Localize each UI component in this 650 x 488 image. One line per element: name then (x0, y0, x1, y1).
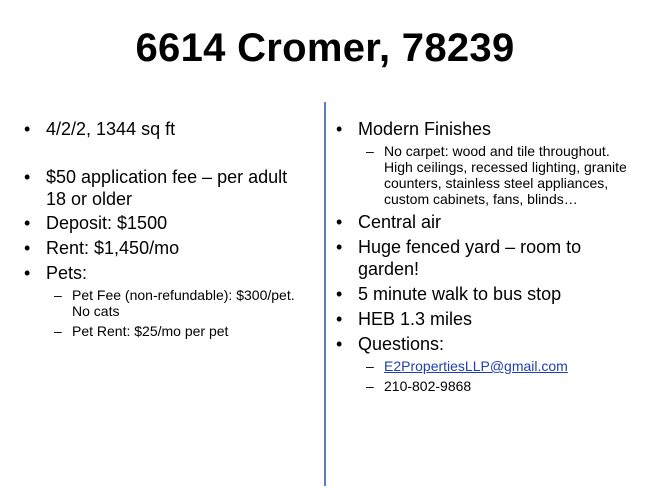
sublist-item-email (366, 358, 636, 374)
list-item-modern-finishes: • Modern Finishes – No carpet: wood and tile throughout. High ceilings, recessed lighting, granite counters, stainless steel appliances, custom cabinets, fans, blinds… (336, 118, 636, 207)
list-item-central-air: • Central air (336, 211, 636, 233)
finishes-sublist (366, 143, 636, 207)
questions-sublist (366, 358, 636, 394)
sublist-item-pet-fee: – Pet Fee (non-refundable): $300/pet. No cats (54, 287, 304, 319)
list-item-fenced-yard: • Huge fenced yard – room to garden! (336, 236, 636, 280)
right-bullet-list (336, 118, 636, 394)
list-item-bedrooms: • 4/2/2, 1344 sq ft (24, 118, 304, 140)
pets-sublist (54, 287, 304, 339)
list-item-questions: • Questions: – E2PropertiesLLP@gmail.com – 210-802-9868 (336, 333, 636, 394)
list-item-application-fee: • $50 application fee – per adult 18 or older (24, 166, 304, 210)
sublist-item-finishes: – No carpet: wood and tile throughout. High ceilings, recessed lighting, granite counters, stainless steel appliances, custom cabinets, fans, blinds… (366, 143, 636, 207)
list-item-heb: • HEB 1.3 miles (336, 308, 636, 330)
sublist-item-pet-rent: – Pet Rent: $25/mo per pet (54, 323, 304, 339)
list-item-rent: • Rent: $1,450/mo (24, 237, 304, 259)
email-link[interactable]: E2PropertiesLLP@gmail.com (384, 358, 568, 374)
list-item-bus-stop: • 5 minute walk to bus stop (336, 283, 636, 305)
page-title: 6614 Cromer, 78239 (135, 26, 515, 70)
column-divider (324, 102, 326, 486)
list-item-deposit: • Deposit: $1500 (24, 212, 304, 234)
list-item-pets: • Pets: – Pet Fee (non-refundable): $300/pet. No cats – Pet Rent: $25/mo per pet (24, 262, 304, 339)
left-bullet-list (24, 118, 304, 339)
sublist-item-phone: – 210-802-9868 (366, 378, 636, 394)
